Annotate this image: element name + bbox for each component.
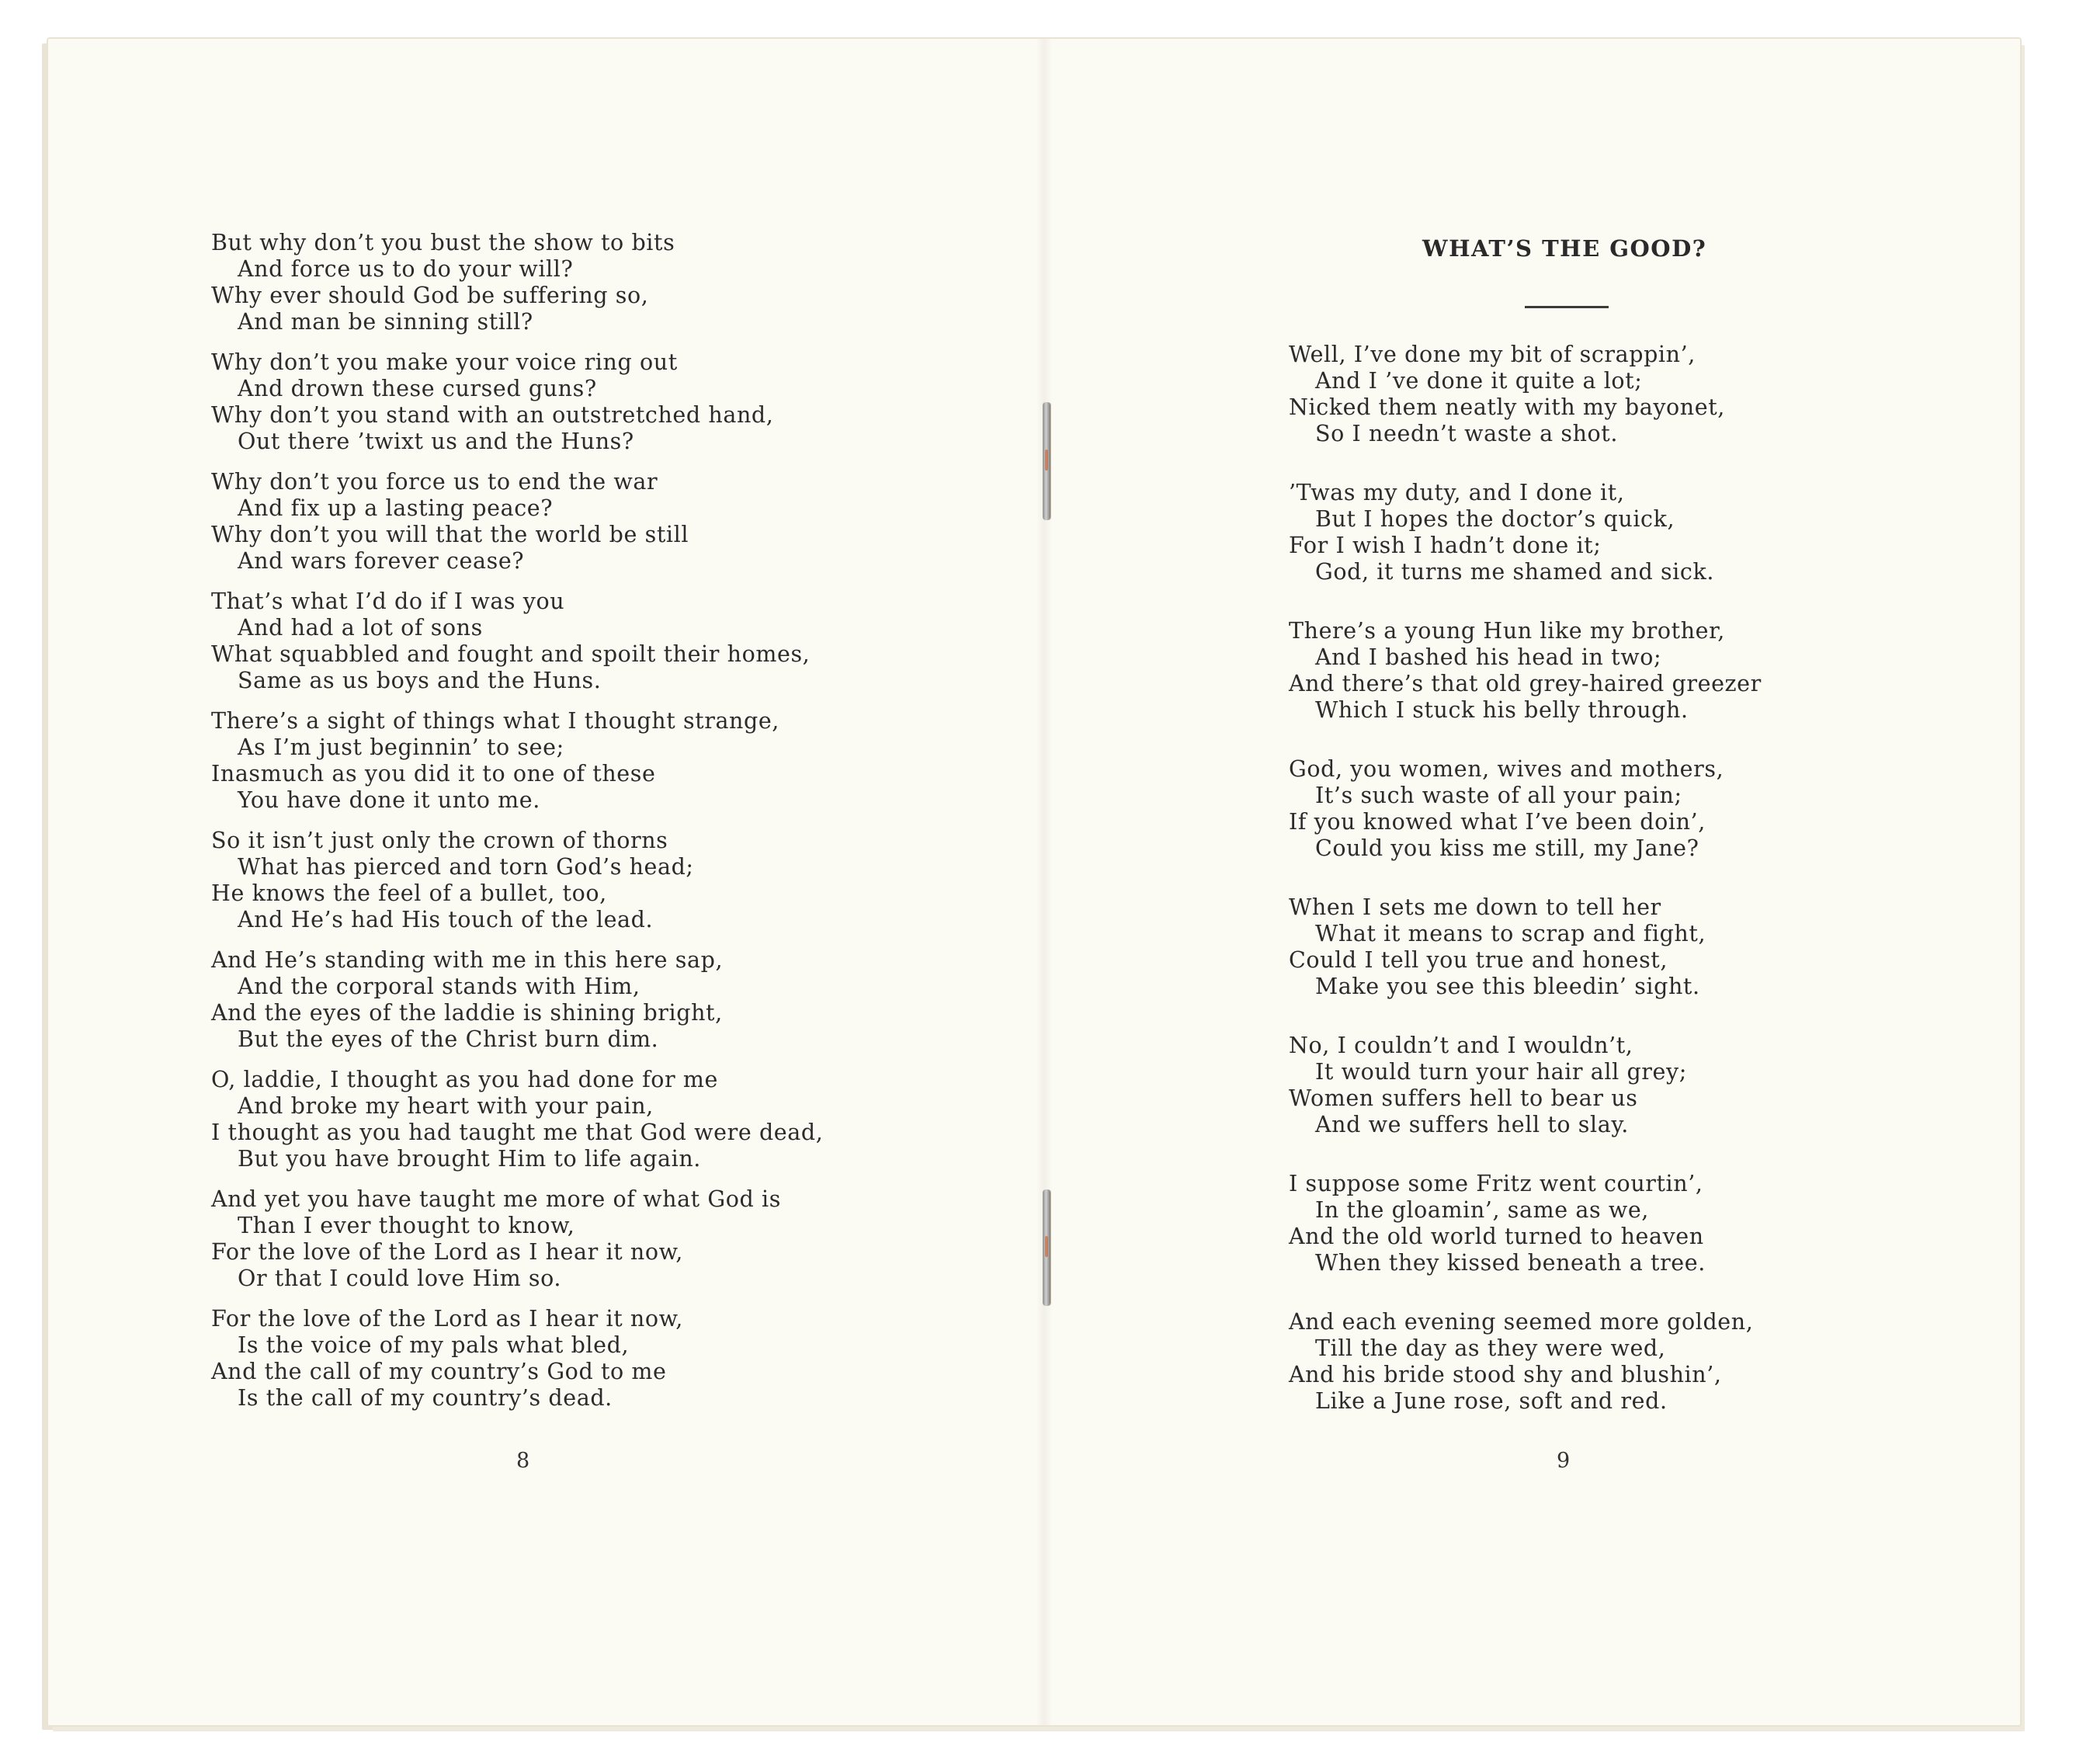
stanza [211,1067,910,1172]
poem-line: And yet you have taught me more of what God is [211,1186,781,1212]
poem-line: What has pierced and torn God’s head; [238,854,694,880]
poem-line: Why don’t you will that the world be still [211,522,689,547]
poem-line: God, it turns me shamed and sick. [1315,559,1714,585]
poem-line: But I hopes the doctor’s quick, [1315,506,1675,532]
poem-line: So I needn’t waste a shot. [1315,421,1619,446]
stanza [211,230,910,335]
stanza [1289,480,1925,585]
poem-line: And the call of my country’s God to me [211,1359,667,1384]
poem-line: And the eyes of the laddie is shining bright, [211,1000,723,1026]
poem-line: Nicked them neatly with my bayonet, [1289,394,1725,420]
page-number-right: 9 [1557,1449,1571,1473]
poem-line: Out there ’twixt us and the Huns? [238,429,634,454]
stanza [1289,618,1925,724]
stanza [1289,1033,1925,1138]
poem-line: That’s what I’d do if I was you [211,589,565,614]
right-page-poem [1289,342,1925,1447]
poem-line: And there’s that old grey-haired greezer [1289,671,1762,696]
stanza [211,708,910,814]
stanza [211,947,910,1053]
poem-line: When they kissed beneath a tree. [1315,1250,1706,1276]
poem-line: For the love of the Lord as I hear it now, [211,1239,683,1265]
poem-line: What it means to scrap and fight, [1315,921,1706,946]
poem-line: And the corporal stands with Him, [238,974,641,999]
poem-line: It’s such waste of all your pain; [1315,783,1682,808]
poem-line: What squabbled and fought and spoilt their homes, [211,641,811,667]
poem-line: Why ever should God be suffering so, [211,283,649,308]
poem-line: For I wish I hadn’t done it; [1289,533,1602,558]
poem-line: I suppose some Fritz went courtin’, [1289,1171,1703,1196]
poem-line: Women suffers hell to bear us [1289,1085,1638,1111]
stanza [211,589,910,694]
poem-line: And the old world turned to heaven [1289,1224,1704,1249]
poem-line: And had a lot of sons [238,615,483,641]
poem-line: Why don’t you make your voice ring out [211,349,678,375]
poem-line: I thought as you had taught me that God were dead, [211,1120,824,1145]
poem-line: Why don’t you stand with an outstretched hand, [211,402,774,428]
poem-line: And I ’ve done it quite a lot; [1315,368,1643,394]
poem-line: And wars forever cease? [238,548,525,574]
poem-line: And his bride stood shy and blushin’, [1289,1362,1722,1387]
poem-line: But the eyes of the Christ burn dim. [238,1026,659,1052]
poem-line: Is the voice of my pals what bled, [238,1332,630,1358]
title-rule [1525,306,1609,308]
poem-line: And force us to do your will? [238,256,574,282]
stanza [1289,342,1925,447]
page-number-left: 8 [516,1449,530,1473]
stanza [1289,1309,1925,1415]
poem-line: Could I tell you true and honest, [1289,947,1668,973]
poem-line: Could you kiss me still, my Jane? [1315,835,1699,861]
poem-line: And He’s standing with me in this here sap, [211,947,724,973]
poem-line: O, laddie, I thought as you had done for me [211,1067,719,1092]
poem-line: There’s a young Hun like my brother, [1289,618,1725,644]
stanza [211,349,910,455]
stanza [211,1186,910,1292]
poem-line: Is the call of my country’s dead. [238,1385,613,1411]
stanza [211,1306,910,1412]
stanza [1289,1171,1925,1276]
poem-line: God, you women, wives and mothers, [1289,756,1724,782]
poem-line: But you have brought Him to life again. [238,1146,701,1172]
poem-line: If you knowed what I’ve been doin’, [1289,809,1706,835]
poem-line: No, I couldn’t and I wouldn’t, [1289,1033,1633,1058]
poem-line: And broke my heart with your pain, [238,1093,654,1119]
poem-line: Well, I’ve done my bit of scrappin’, [1289,342,1696,367]
poem-line: Same as us boys and the Huns. [238,668,602,693]
poem-line: He knows the feel of a bullet, too, [211,880,607,906]
poem-line: And fix up a lasting peace? [238,495,554,521]
poem-line: ’Twas my duty, and I done it, [1289,480,1625,505]
staple-top [1043,402,1050,520]
poem-line: Till the day as they were wed, [1315,1335,1666,1361]
poem-line: Than I ever thought to know, [238,1213,575,1238]
stanza [211,469,910,575]
poem-line: Inasmuch as you did it to one of these [211,761,656,787]
poem-line: In the gloamin’, same as we, [1315,1197,1649,1223]
poem-line: There’s a sight of things what I thought strange, [211,708,779,734]
stanza [1289,756,1925,862]
poem-line: And He’s had His touch of the lead. [238,907,654,932]
poem-line: For the love of the Lord as I hear it now, [211,1306,683,1332]
poem-line: And each evening seemed more golden, [1289,1309,1754,1335]
poem-title: WHAT’S THE GOOD? [1422,235,1707,262]
stanza [211,828,910,933]
staple-bottom [1043,1189,1050,1306]
poem-line: Why don’t you force us to end the war [211,469,658,495]
poem-line: Make you see this bleedin’ sight. [1315,974,1700,999]
poem-line: And we suffers hell to slay. [1315,1112,1629,1137]
left-page-poem [211,230,910,1425]
poem-line: As I’m just beginnin’ to see; [238,734,564,760]
poem-line: And drown these cursed guns? [238,376,597,401]
poem-line: So it isn’t just only the crown of thorns [211,828,668,853]
stanza [1289,894,1925,1000]
poem-line: And man be sinning still? [238,309,533,335]
poem-line: When I sets me down to tell her [1289,894,1661,920]
booklet-spine [1036,39,1052,1725]
poem-line: And I bashed his head in two; [1315,644,1662,670]
poem-line: Or that I could love Him so. [238,1266,562,1291]
poem-line: Which I stuck his belly through. [1315,697,1689,723]
poem-line: You have done it unto me. [238,787,540,813]
poem-line: It would turn your hair all grey; [1315,1059,1687,1085]
poem-line: But why don’t you bust the show to bits [211,230,675,255]
poem-line: Like a June rose, soft and red. [1315,1388,1668,1414]
